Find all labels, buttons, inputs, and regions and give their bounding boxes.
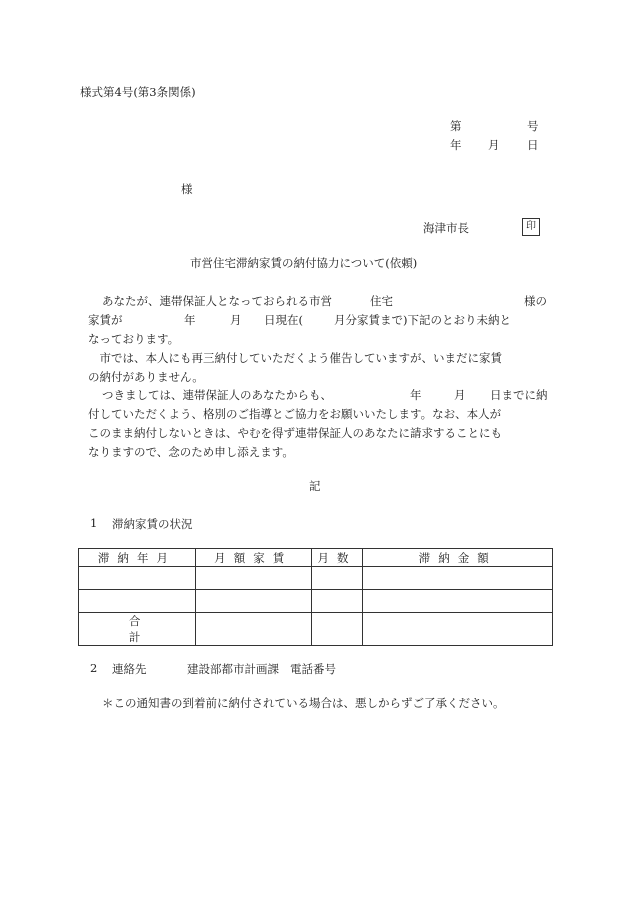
section-2-number: 2 [90, 661, 98, 675]
p1-text-c: 様の [524, 294, 547, 308]
contact-phone-label: 電話番号 [290, 662, 336, 676]
paragraph-2 [88, 349, 550, 387]
p3-text-a: つきましては、連帯保証人のあなたからも、 [102, 388, 332, 402]
table-cell[interactable] [311, 590, 363, 613]
doc-number-suffix: 号 [527, 119, 539, 133]
doc-number-prefix: 第 [450, 119, 462, 133]
table-cell[interactable] [79, 567, 196, 590]
contact-department: 建設部都市計画課 [187, 662, 279, 676]
header-arrears-amount: 滞納金額 [363, 549, 553, 567]
date-year: 年 [450, 138, 462, 152]
table-cell[interactable] [311, 613, 363, 646]
seal-mark: 印 [522, 218, 540, 236]
header-arrears-month: 滞納年月 [79, 549, 196, 567]
table-total-row [79, 613, 553, 646]
table-row [79, 590, 553, 613]
arrears-table [78, 548, 553, 646]
p1-text-h: 月分家賃まで)下記のとおり未納と [334, 313, 511, 327]
date-month: 月 [488, 138, 500, 152]
p3-line4: なりますので、念のため申し添えます。 [88, 445, 294, 459]
section-1-title: 滞納家賃の状況 [112, 517, 193, 531]
p1-text-a: あなたが、連帯保証人となっておられる市営 [102, 294, 332, 308]
section-2-label: 連絡先 [112, 662, 147, 676]
p3-line2: 付していただくよう、格別のご指導とご協力をお願いいたします。なお、本人が [88, 407, 502, 421]
p3-text-c: 月 [454, 388, 466, 402]
paragraph-3 [88, 386, 550, 462]
p1-text-b: 住宅 [370, 294, 393, 308]
p2-line1: 市では、本人にも再三納付していただくよう催告していますが、いまだに家賃 [99, 351, 502, 365]
p3-text-b: 年 [410, 388, 422, 402]
header-monthly-rent: 月額家賃 [195, 549, 311, 567]
table-cell[interactable] [363, 613, 553, 646]
ki-heading: 記 [309, 479, 321, 493]
section-1-number: 1 [90, 516, 98, 530]
table-row [79, 567, 553, 590]
table-header-row [79, 549, 553, 567]
p1-line3: なっております。 [88, 332, 180, 346]
table-cell[interactable] [195, 613, 311, 646]
table-cell[interactable] [79, 590, 196, 613]
document-title: 市営住宅滞納家賃の納付協力について(依頼) [190, 256, 418, 270]
paragraph-1 [88, 292, 550, 349]
sender-name: 海津市長 [423, 221, 469, 235]
table-cell[interactable] [311, 567, 363, 590]
table-cell[interactable] [363, 590, 553, 613]
p3-text-d: 日までに納 [490, 388, 548, 402]
form-id: 様式第4号(第3条関係) [80, 85, 196, 99]
p1-text-e: 年 [184, 313, 196, 327]
p1-text-f: 月 [230, 313, 242, 327]
addressee-honorific: 様 [181, 182, 193, 196]
table-cell[interactable] [363, 567, 553, 590]
p1-text-g: 日現在( [264, 313, 303, 327]
footer-note: ＊この通知書の到着前に納付されている場合は、悪しからずご了承ください。 [102, 696, 505, 710]
date-day: 日 [527, 138, 539, 152]
header-months: 月数 [311, 549, 363, 567]
p3-line3: このまま納付しないときは、やむを得ず連帯保証人のあなたに請求することにも [88, 426, 502, 440]
table-cell[interactable] [195, 590, 311, 613]
total-label: 合計 [79, 613, 196, 646]
table-cell[interactable] [195, 567, 311, 590]
p2-line2: の納付がありません。 [88, 370, 204, 384]
p1-text-d: 家賃が [88, 313, 123, 327]
